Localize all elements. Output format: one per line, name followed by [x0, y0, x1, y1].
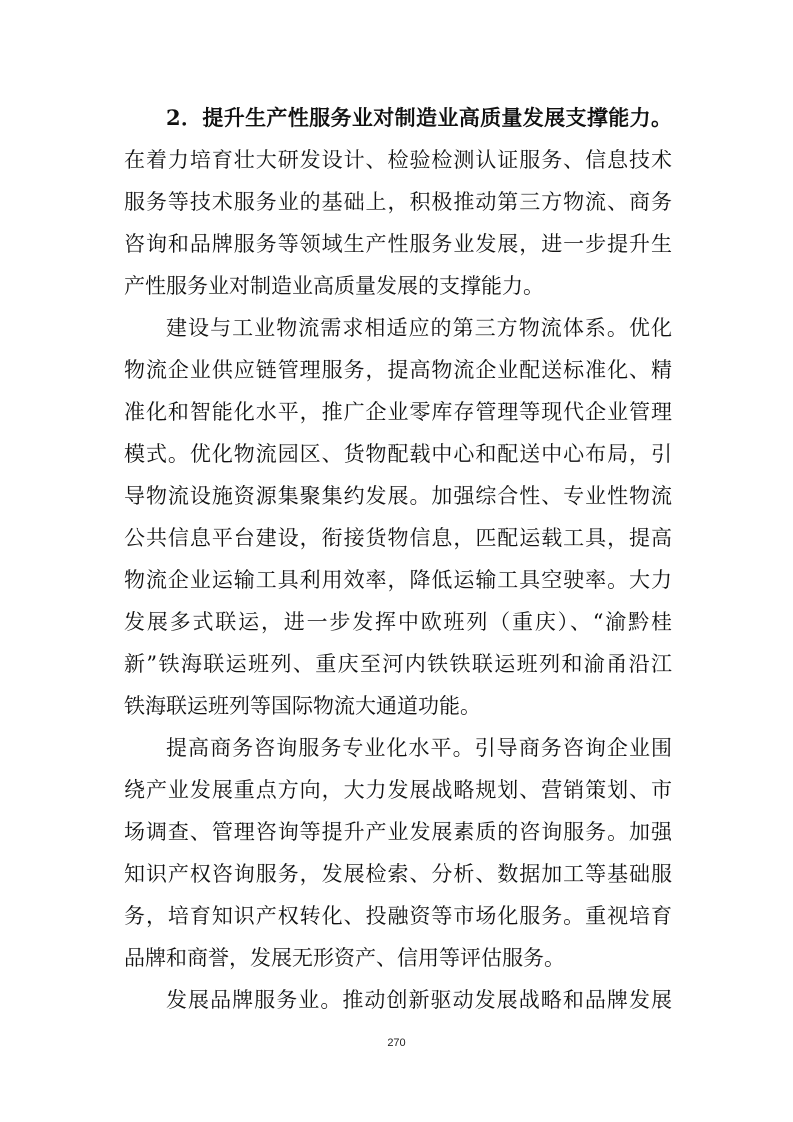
page-number: 270: [387, 1037, 406, 1049]
text-line: 准化和智能化水平，推广企业零库存管理等现代企业管理: [124, 400, 672, 424]
text-line: 产性服务业对制造业高质量发展的支撑能力。: [124, 274, 544, 298]
text-line: 场调查、管理咨询等提升产业发展素质的咨询服务。加强: [124, 820, 672, 844]
text-line: 公共信息平台建设，衔接货物信息，匹配运载工具，提高: [124, 526, 672, 550]
text-line: 服务等技术服务业的基础上，积极推动第三方物流、商务: [124, 190, 672, 214]
text-line: 绕产业发展重点方向，大力发展战略规划、营销策划、市: [124, 778, 672, 802]
text-line: 新”铁海联运班列、重庆至河内铁铁联运班列和渝甬沿江: [124, 652, 672, 676]
text-line: 发展品牌服务业。推动创新驱动发展战略和品牌发展: [166, 988, 672, 1012]
text-line: 物流企业运输工具利用效率，降低运输工具空驶率。大力: [124, 568, 672, 592]
text-line: 务，培育知识产权转化、投融资等市场化服务。重视培育: [124, 904, 672, 928]
text-line: 发展多式联运，进一步发挥中欧班列（重庆）、“渝黔桂: [124, 610, 672, 634]
text-line: 品牌和商誉，发展无形资产、信用等评估服务。: [124, 946, 565, 970]
text-line: 在着力培育壮大研发设计、检验检测认证服务、信息技术: [124, 148, 672, 172]
section-heading-line: 2．提升生产性服务业对制造业高质量发展支撑能力。: [166, 105, 672, 130]
text-line: 模式。优化物流园区、货物配载中心和配送中心布局，引: [124, 442, 672, 466]
text-line: 咨询和品牌服务等领域生产性服务业发展，进一步提升生: [124, 232, 672, 256]
text-line: 铁海联运班列等国际物流大通道功能。: [124, 694, 481, 718]
text-line: 知识产权咨询服务，发展检索、分析、数据加工等基础服: [124, 862, 672, 886]
text-line: 物流企业供应链管理服务，提高物流企业配送标准化、精: [124, 358, 672, 382]
text-line: 导物流设施资源集聚集约发展。加强综合性、专业性物流: [124, 484, 672, 508]
text-line: 提高商务咨询服务专业化水平。引导商务咨询企业围: [166, 736, 672, 760]
text-line: 建设与工业物流需求相适应的第三方物流体系。优化: [166, 316, 672, 340]
